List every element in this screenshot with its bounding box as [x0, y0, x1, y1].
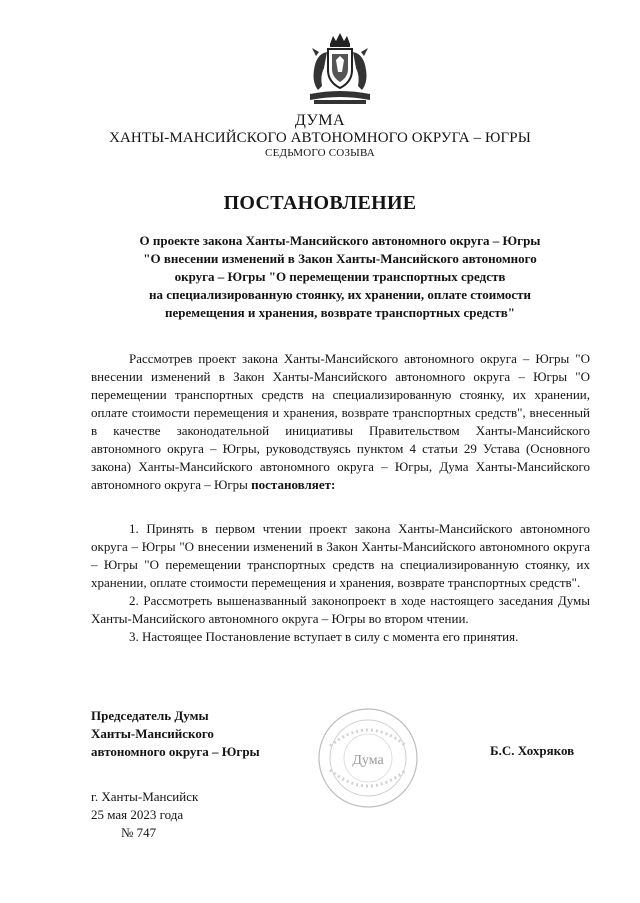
document-subject	[100, 232, 580, 322]
stamp-text: Дума	[352, 753, 384, 768]
organization-name: ДУМА	[294, 112, 346, 129]
subject-line: О проекте закона Ханты-Мансийского автономного округа – Югры	[139, 233, 541, 248]
footer-date: 25 мая 2023 года	[91, 807, 184, 822]
signer-title-line: Председатель Думы	[91, 708, 209, 723]
signer-title-line: автономного округа – Югры	[91, 744, 260, 759]
subject-line: перемещения и хранения, возврате транспортных средств"	[164, 305, 516, 320]
resolution-item: 2. Рассмотреть вышеназванный законопроект в ходе настоящего заседания Думы Ханты-Мансийского автономного округа – Югры во втором чтении.	[91, 593, 590, 626]
resolution-item: 3. Настоящее Постановление вступает в силу с момента его принятия.	[129, 629, 519, 644]
document-number: № 747	[121, 825, 157, 840]
resolution-items	[91, 520, 590, 646]
preamble-paragraph	[91, 350, 590, 494]
subject-line: округа – Югры "О перемещении транспортных средств	[174, 269, 506, 284]
signer-title	[91, 707, 260, 761]
resolution-item: 1. Принять в первом чтении проект закона Ханты-Мансийского автономного округа – Югры "О внесении изменений в Закон Ханты-Мансийского автономного округа – Югры "О перемещении транспортных средств на специализированную стоянку, их хранении, оплате стоимости перемещения и хранения, возврате транспортных средств".	[91, 521, 590, 590]
document-footer	[91, 788, 198, 842]
footer-city: г. Ханты-Мансийск	[91, 789, 199, 804]
signer-title-line: Ханты-Мансийского	[91, 726, 214, 741]
coat-of-arms-icon	[306, 30, 374, 110]
convocation: СЕДЬМОГО СОЗЫВА	[265, 147, 375, 159]
subject-line: на специализированную стоянку, их хранении, оплате стоимости	[148, 287, 532, 302]
resolves-keyword: постановляет:	[251, 477, 336, 492]
document-type: ПОСТАНОВЛЕНИЕ	[223, 192, 417, 214]
preamble-text: Рассмотрев проект закона Ханты-Мансийского автономного округа – Югры "О внесении изменений в Закон Ханты-Мансийского автономного округа – Югры "О перемещении транспортных средств на специализированную стоянку, их хранении, оплате стоимости перемещения и хранения, возврате транспортных средств", внесенный в качестве законодательной инициативы Правительством Ханты-Мансийского автономного округа – Югры, руководствуясь пунктом 4 статьи 29 Устава (Основного закона) Ханты-Мансийского автономного округа – Югры, Дума Ханты-Мансийского автономного округа – Югры	[91, 351, 590, 492]
subject-line: "О внесении изменений в Закон Ханты-Мансийского автономного	[143, 251, 537, 266]
official-stamp	[316, 706, 420, 810]
region-name: ХАНТЫ-МАНСИЙСКОГО АВТОНОМНОГО ОКРУГА – ЮГРЫ	[109, 130, 531, 146]
signer-name: Б.С. Хохряков	[490, 743, 575, 758]
